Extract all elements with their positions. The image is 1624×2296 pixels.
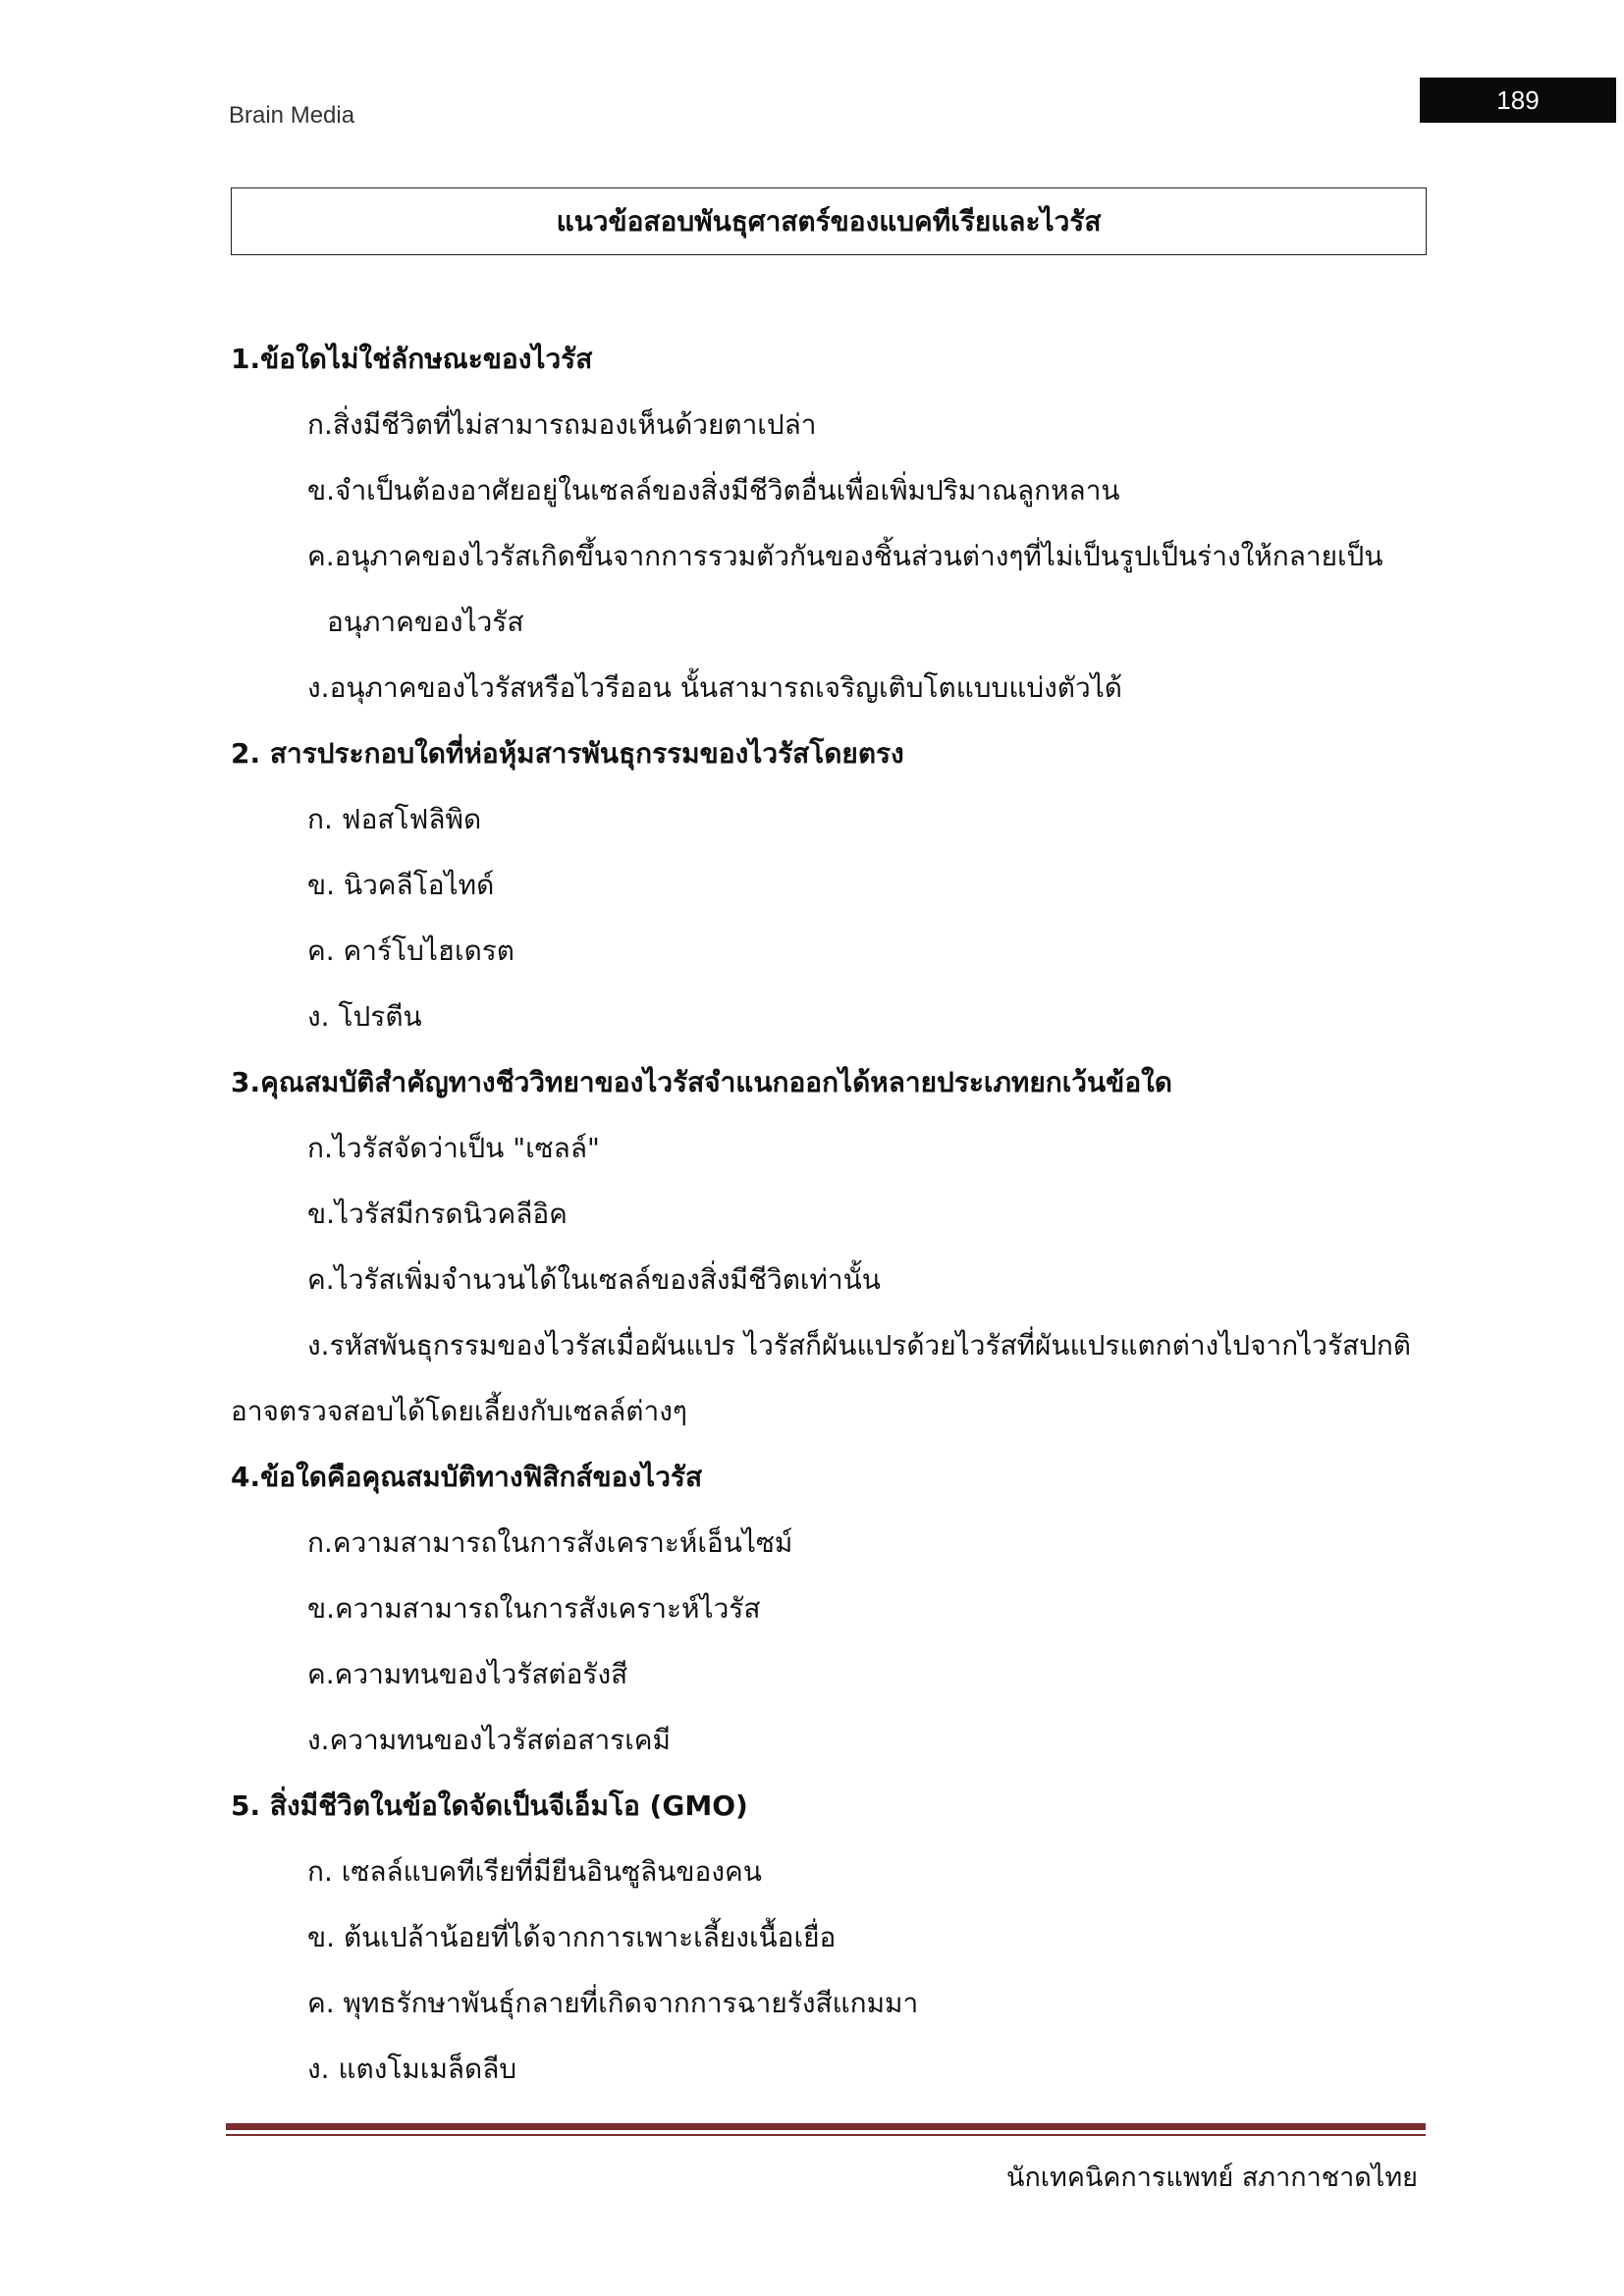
option-b: ข.ความสามารถในการสังเคราะห์ไวรัส [307, 1592, 761, 1625]
option-c: ค.ความทนของไวรัสต่อรังสี [307, 1658, 628, 1690]
page-title-text: แนวข้อสอบพันธุศาสตร์ของแบคทีเรียและไวรัส [556, 204, 1102, 238]
option-d: ง.ความทนของไวรัสต่อสารเคมี [307, 1724, 671, 1756]
question-3 [231, 1049, 1434, 1444]
question-text: 3.คุณสมบัติสำคัญทางชีววิทยาของไวรัสจำแนกออกได้หลายประเภทยกเว้นข้อใด [231, 1066, 1172, 1098]
option-a: ก. ฟอสโฟลิพิด [307, 803, 482, 835]
question-1 [231, 326, 1434, 721]
option-c: ค.อนุภาคของไวรัสเกิดขึ้นจากการรวมตัวกันของชิ้นส่วนต่างๆที่ไม่เป็นรูปเป็นร่างให้กลายเป็น [307, 540, 1383, 572]
option-d: ง.อนุภาคของไวรัสหรือไวรีออน นั้นสามารถเจริญเติบโตแบบแบ่งตัวได้ [307, 671, 1122, 704]
footer-divider [226, 2123, 1426, 2130]
option-c: ค. พุทธรักษาพันธุ์กลายที่เกิดจากการฉายรังสีแกมมา [307, 1987, 919, 2019]
option-a: ก.ความสามารถในการสังเคราะห์เอ็นไซม์ [307, 1526, 793, 1559]
footer-divider-thin [226, 2134, 1426, 2136]
question-4 [231, 1444, 1434, 1773]
question-text: 2. สารประกอบใดที่ห่อหุ้มสารพันธุกรรมของไวรัสโดยตรง [231, 737, 904, 770]
option-c-continuation: อนุภาคของไวรัส [327, 606, 524, 638]
option-b: ข.จำเป็นต้องอาศัยอยู่ในเซลล์ของสิ่งมีชีวิตอื่นเพื่อเพิ่มปริมาณลูกหลาน [307, 474, 1120, 507]
question-5 [231, 1773, 1434, 2102]
question-text: 1.ข้อใดไม่ใช่ลักษณะของไวรัส [231, 343, 593, 375]
option-d: ง.รหัสพันธุกรรมของไวรัสเมื่อผันแปร ไวรัสก็ผันแปรด้วยไวรัสที่ผันแปรแตกต่างไปจากไวรัสปกติอาจตรวจสอบได้โดยเลี้ยงกับเซลล์ต่างๆ [231, 1329, 1411, 1427]
option-c: ค.ไวรัสเพิ่มจำนวนได้ในเซลล์ของสิ่งมีชีวิตเท่านั้น [307, 1263, 881, 1296]
page-number: 189 [1420, 78, 1616, 123]
option-c: ค. คาร์โบไฮเดรต [307, 934, 514, 967]
option-d: ง. โปรตีน [307, 1000, 422, 1033]
option-a: ก. เซลล์แบคทีเรียที่มียีนอินซูลินของคน [307, 1855, 762, 1888]
option-d: ง. แตงโมเมล็ดลีบ [307, 2053, 517, 2085]
question-list [231, 326, 1434, 2102]
option-a: ก.ไวรัสจัดว่าเป็น "เซลล์" [307, 1132, 600, 1164]
option-b: ข. ต้นเปล้าน้อยที่ได้จากการเพาะเลี้ยงเนื้อเยื่อ [307, 1921, 837, 1953]
question-2 [231, 721, 1434, 1049]
question-text: 5. สิ่งมีชีวิตในข้อใดจัดเป็นจีเอ็มโอ (GMO) [231, 1789, 748, 1822]
footer-organization: นักเทคนิคการแพทย์ สภากาชาดไทย [1006, 2163, 1418, 2193]
option-b: ข.ไวรัสมีกรดนิวคลีอิค [307, 1198, 568, 1230]
publisher-name: Brain Media [229, 102, 355, 129]
option-b: ข. นิวคลีโอไทด์ [307, 869, 495, 901]
option-a: ก.สิ่งมีชีวิตที่ไม่สามารถมองเห็นด้วยตาเปล่า [307, 408, 817, 441]
question-text: 4.ข้อใดคือคุณสมบัติทางฟิสิกส์ของไวรัส [231, 1461, 703, 1493]
page-title [231, 187, 1427, 255]
